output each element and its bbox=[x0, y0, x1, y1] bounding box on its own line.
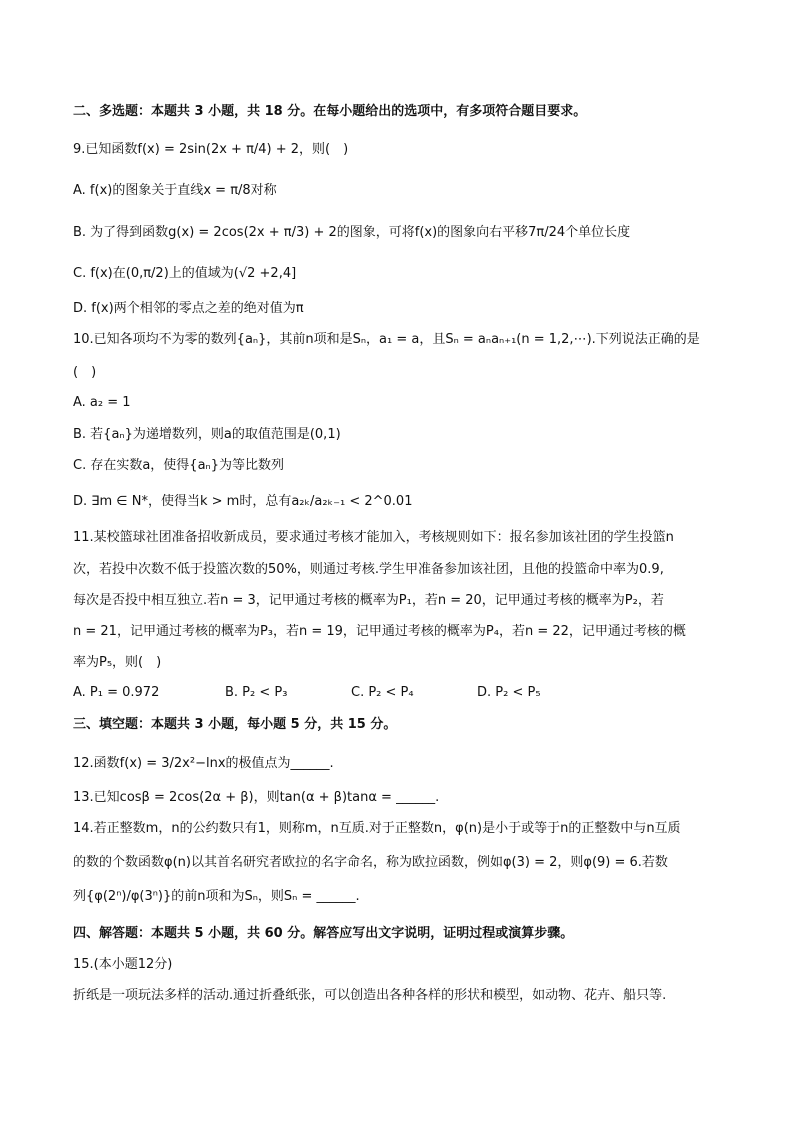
question-11-line-2: 次，若投中次数不低于投篮次数的50%，则通过考核.学生甲准备参加该社团，且他的投篮命中率为0.9, bbox=[73, 562, 664, 577]
question-11-option-b: B. P₂ < P₃ bbox=[225, 685, 288, 700]
question-15-title: 15.(本小题12分) bbox=[73, 957, 173, 972]
question-11-line-4: n = 21，记甲通过考核的概率为P₃，若n = 19，记甲通过考核的概率为P₄，若n = 22，记甲通过考核的概 bbox=[73, 624, 686, 639]
question-11-option-a: A. P₁ = 0.972 bbox=[73, 685, 160, 700]
question-11-line-3: 每次是否投中相互独立.若n = 3，记甲通过考核的概率为P₁，若n = 20，记甲通过考核的概率为P₂，若 bbox=[73, 593, 664, 608]
question-11-options bbox=[73, 685, 723, 703]
question-10-option-a: A. a₂ = 1 bbox=[73, 395, 131, 410]
question-14-line-1: 14.若正整数m，n的公约数只有1，则称m，n互质.对于正整数n，φ(n)是小于或等于n的正整数中与n互质 bbox=[73, 821, 681, 836]
question-15-line-1: 折纸是一项玩法多样的活动.通过折叠纸张，可以创造出各种各样的形状和模型，如动物、花卉、船只等. bbox=[73, 988, 667, 1003]
question-11-line-1: 11.某校篮球社团准备招收新成员，要求通过考核才能加入，考核规则如下：报名参加该社团的学生投篮n bbox=[73, 530, 674, 545]
question-9-option-b: B. 为了得到函数g(x) = 2cos(2x + π/3) + 2的图象，可将f(x)的图象向右平移7π/24个单位长度 bbox=[73, 225, 631, 240]
question-10-stem: 10.已知各项均不为零的数列{aₙ}，其前n项和是Sₙ，a₁ = a，且Sₙ = aₙaₙ₊₁(n = 1,2,⋯).下列说法正确的是 bbox=[73, 332, 700, 347]
question-11-line-5: 率为P₅，则( ) bbox=[73, 655, 162, 670]
question-9-option-a: A. f(x)的图象关于直线x = π/8对称 bbox=[73, 183, 277, 198]
multi-choice-section-header: 二、多选题：本题共 3 小题，共 18 分。在每小题给出的选项中，有多项符合题目要求。 bbox=[73, 104, 587, 119]
question-9-option-c: C. f(x)在(0,π/2)上的值域为(√2 +2,4] bbox=[73, 266, 297, 281]
question-10-option-c: C. 存在实数a，使得{aₙ}为等比数列 bbox=[73, 458, 284, 473]
question-9-stem: 9.已知函数f(x) = 2sin(2x + π/4) + 2，则( ) bbox=[73, 142, 349, 157]
question-10-option-b: B. 若{aₙ}为递增数列，则a的取值范围是(0,1) bbox=[73, 427, 341, 442]
question-14-line-2: 的数的个数函数φ(n)以其首名研究者欧拉的名字命名，称为欧拉函数，例如φ(3) = 2，则φ(9) = 6.若数 bbox=[73, 855, 668, 870]
question-9-option-d: D. f(x)两个相邻的零点之差的绝对值为π bbox=[73, 301, 304, 316]
question-12: 12.函数f(x) = 3/2x²−lnx的极值点为______. bbox=[73, 756, 334, 771]
question-10-stem-paren: ( ) bbox=[73, 365, 97, 380]
question-14-line-3: 列{φ(2ⁿ)/φ(3ⁿ)}的前n项和为Sₙ，则Sₙ = ______. bbox=[73, 889, 360, 904]
answer-section-header: 四、解答题：本题共 5 小题，共 60 分。解答应写出文字说明，证明过程或演算步骤。 bbox=[73, 926, 574, 941]
question-10-option-d: D. ∃m ∈ N*，使得当k > m时，总有a₂ₖ/a₂ₖ₋₁ < 2^0.01 bbox=[73, 494, 413, 509]
question-11-option-c: C. P₂ < P₄ bbox=[351, 685, 414, 700]
question-11-option-d: D. P₂ < P₅ bbox=[477, 685, 541, 700]
question-13: 13.已知cosβ = 2cos(2α + β)，则tan(α + β)tanα = ______. bbox=[73, 790, 440, 805]
fill-blank-section-header: 三、填空题：本题共 3 小题，每小题 5 分，共 15 分。 bbox=[73, 717, 397, 732]
